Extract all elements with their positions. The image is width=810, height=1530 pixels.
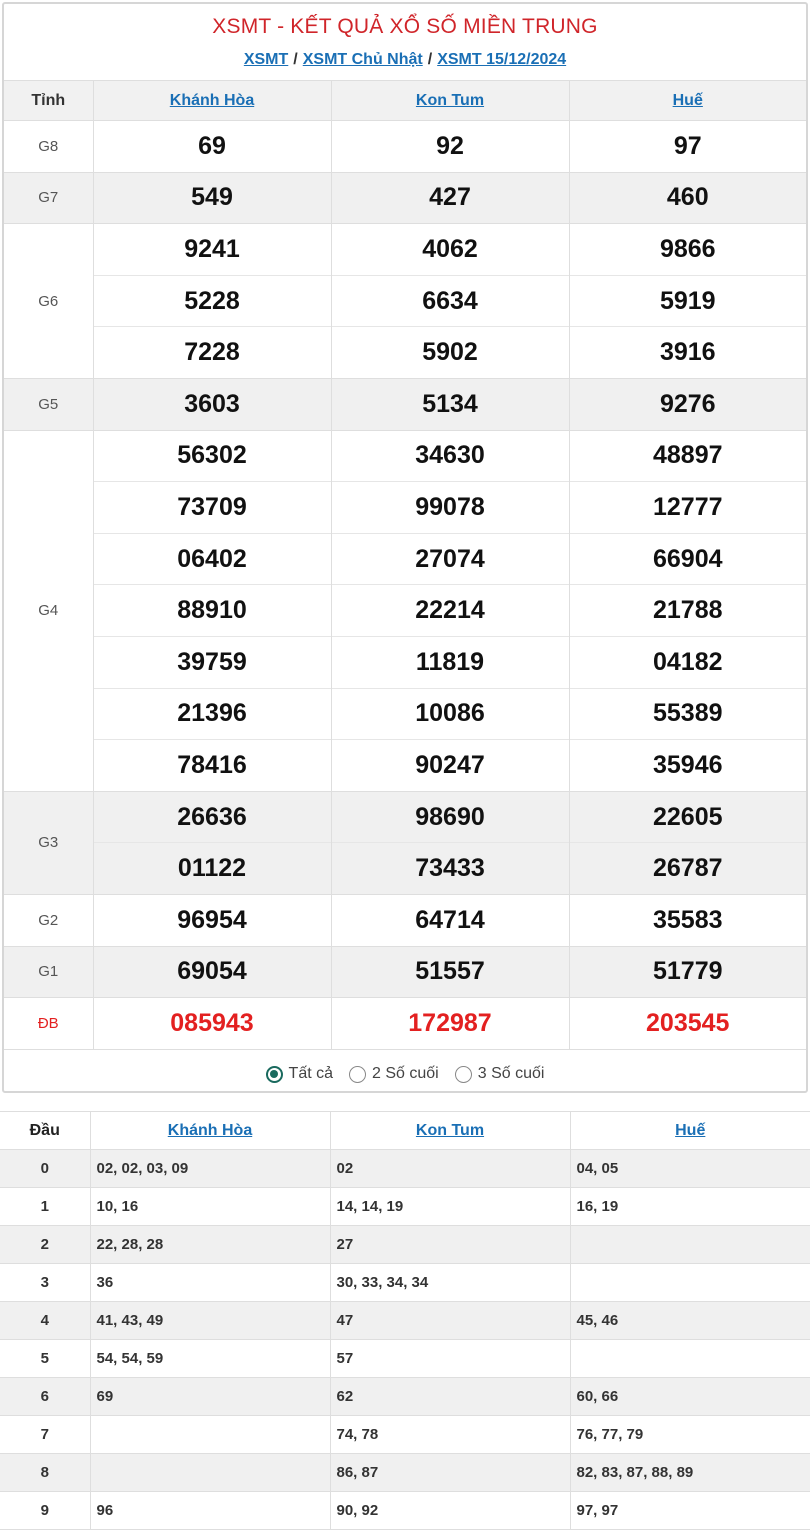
prize-number: 5902 — [331, 327, 569, 379]
prize-number: 9866 — [569, 224, 806, 276]
special-prize-number: 085943 — [93, 998, 331, 1050]
prize-row — [4, 275, 806, 327]
prize-number: 5228 — [93, 275, 331, 327]
prize-number: 21396 — [93, 688, 331, 740]
dau-numbers: 14, 14, 19 — [330, 1188, 570, 1226]
results-body — [4, 121, 806, 1050]
dau-row — [0, 1226, 810, 1264]
prize-row — [4, 172, 806, 224]
dau-numbers — [570, 1226, 810, 1264]
prize-row — [4, 998, 806, 1050]
prize-row — [4, 482, 806, 534]
prize-row — [4, 894, 806, 946]
prize-number: 9241 — [93, 224, 331, 276]
prize-number: 26636 — [93, 791, 331, 843]
dau-numbers: 97, 97 — [570, 1492, 810, 1530]
province-link[interactable]: Huế — [672, 91, 703, 109]
dau-row — [0, 1302, 810, 1340]
breadcrumb — [4, 48, 806, 80]
province-header — [331, 81, 569, 121]
prize-label: G6 — [4, 224, 93, 379]
dau-numbers: 36 — [90, 1264, 330, 1302]
prize-number: 64714 — [331, 894, 569, 946]
prize-number: 5919 — [569, 275, 806, 327]
dau-digit: 9 — [0, 1492, 90, 1530]
prize-number: 97 — [569, 121, 806, 173]
prize-row — [4, 791, 806, 843]
dau-numbers: 86, 87 — [330, 1454, 570, 1492]
prize-label: G4 — [4, 430, 93, 791]
prize-number: 12777 — [569, 482, 806, 534]
prize-label: G3 — [4, 791, 93, 894]
breadcrumb-link-xsmt[interactable]: XSMT — [243, 51, 289, 68]
dau-numbers: 22, 28, 28 — [90, 1226, 330, 1264]
filter-option-3-digits[interactable] — [455, 1065, 545, 1083]
results-table — [4, 80, 806, 1049]
radio-icon[interactable] — [349, 1066, 366, 1083]
prize-number: 04182 — [569, 636, 806, 688]
dau-numbers: 04, 05 — [570, 1150, 810, 1188]
dau-province-header — [570, 1112, 810, 1150]
prize-number: 48897 — [569, 430, 806, 482]
prize-number: 96954 — [93, 894, 331, 946]
dau-numbers: 82, 83, 87, 88, 89 — [570, 1454, 810, 1492]
dau-numbers: 16, 19 — [570, 1188, 810, 1226]
breadcrumb-separator: / — [427, 51, 433, 68]
prize-label: G7 — [4, 172, 93, 224]
prize-number: 90247 — [331, 740, 569, 792]
prize-row — [4, 224, 806, 276]
filter-option-label: 3 Số cuối — [477, 1065, 545, 1083]
dau-numbers: 02, 02, 03, 09 — [90, 1150, 330, 1188]
results-header-row — [4, 81, 806, 121]
province-link[interactable]: Kon Tum — [415, 91, 485, 109]
dau-row — [0, 1454, 810, 1492]
dau-row — [0, 1378, 810, 1416]
dau-numbers — [90, 1416, 330, 1454]
dau-row — [0, 1492, 810, 1530]
prize-row — [4, 430, 806, 482]
dau-numbers: 02 — [330, 1150, 570, 1188]
prize-number: 56302 — [93, 430, 331, 482]
prize-number: 27074 — [331, 533, 569, 585]
dau-numbers: 41, 43, 49 — [90, 1302, 330, 1340]
dau-numbers: 47 — [330, 1302, 570, 1340]
breadcrumb-separator: / — [293, 51, 298, 68]
prize-number: 98690 — [331, 791, 569, 843]
dau-numbers: 27 — [330, 1226, 570, 1264]
prize-number: 9276 — [569, 378, 806, 430]
special-prize-number: 203545 — [569, 998, 806, 1050]
dau-numbers: 57 — [330, 1340, 570, 1378]
dau-row — [0, 1340, 810, 1378]
dau-digit: 5 — [0, 1340, 90, 1378]
prize-row — [4, 740, 806, 792]
prize-number: 51779 — [569, 946, 806, 998]
prize-row — [4, 533, 806, 585]
prize-number: 3603 — [93, 378, 331, 430]
special-prize-number: 172987 — [331, 998, 569, 1050]
prize-number: 66904 — [569, 533, 806, 585]
prize-number: 39759 — [93, 636, 331, 688]
dau-numbers: 74, 78 — [330, 1416, 570, 1454]
prize-number: 88910 — [93, 585, 331, 637]
dau-table — [0, 1111, 810, 1530]
prize-number: 4062 — [331, 224, 569, 276]
province-header — [569, 81, 806, 121]
prize-row — [4, 636, 806, 688]
prize-row — [4, 946, 806, 998]
dau-numbers: 10, 16 — [90, 1188, 330, 1226]
province-link[interactable]: Kon Tum — [415, 1121, 485, 1139]
prize-number: 22605 — [569, 791, 806, 843]
prize-label: G8 — [4, 121, 93, 173]
prize-number: 11819 — [331, 636, 569, 688]
prize-number: 73433 — [331, 843, 569, 895]
dau-digit: 8 — [0, 1454, 90, 1492]
dau-numbers: 54, 54, 59 — [90, 1340, 330, 1378]
dau-body — [0, 1150, 810, 1530]
dau-numbers: 76, 77, 79 — [570, 1416, 810, 1454]
dau-row — [0, 1416, 810, 1454]
prize-number: 549 — [93, 172, 331, 224]
prize-label: G2 — [4, 894, 93, 946]
dau-numbers — [90, 1454, 330, 1492]
dau-numbers — [570, 1264, 810, 1302]
dau-numbers: 62 — [330, 1378, 570, 1416]
dau-numbers: 60, 66 — [570, 1378, 810, 1416]
dau-digit: 0 — [0, 1150, 90, 1188]
prize-number: 92 — [331, 121, 569, 173]
dau-digit: 1 — [0, 1188, 90, 1226]
prize-number: 99078 — [331, 482, 569, 534]
dau-numbers: 96 — [90, 1492, 330, 1530]
dau-digit: 7 — [0, 1416, 90, 1454]
province-link[interactable]: Khánh Hòa — [167, 1121, 253, 1139]
prize-number: 3916 — [569, 327, 806, 379]
prize-number: 460 — [569, 172, 806, 224]
dau-column-header: Đầu — [0, 1112, 90, 1150]
prize-label: G1 — [4, 946, 93, 998]
province-link[interactable]: Huế — [675, 1121, 706, 1139]
results-panel — [2, 2, 808, 1093]
province-link[interactable]: Khánh Hòa — [169, 91, 255, 109]
filter-option-label: Tất cả — [288, 1065, 334, 1083]
prize-number: 22214 — [331, 585, 569, 637]
prize-number: 69054 — [93, 946, 331, 998]
page-title: XSMT - KẾT QUẢ XỔ SỐ MIỀN TRUNG — [212, 15, 598, 38]
dau-numbers: 45, 46 — [570, 1302, 810, 1340]
prize-number: 5134 — [331, 378, 569, 430]
prize-number: 73709 — [93, 482, 331, 534]
dau-numbers — [570, 1340, 810, 1378]
digit-filter — [4, 1049, 806, 1098]
dau-digit: 3 — [0, 1264, 90, 1302]
prize-row — [4, 327, 806, 379]
dau-digit: 4 — [0, 1302, 90, 1340]
prize-number: 34630 — [331, 430, 569, 482]
radio-selected-icon[interactable] — [266, 1066, 283, 1083]
dau-row — [0, 1264, 810, 1302]
dau-numbers: 69 — [90, 1378, 330, 1416]
filter-option-all[interactable] — [266, 1065, 333, 1083]
prize-number: 51557 — [331, 946, 569, 998]
dau-province-header — [330, 1112, 570, 1150]
prize-number: 26787 — [569, 843, 806, 895]
prize-number: 21788 — [569, 585, 806, 637]
prize-number: 427 — [331, 172, 569, 224]
prize-number: 7228 — [93, 327, 331, 379]
prize-number: 10086 — [331, 688, 569, 740]
prize-number: 06402 — [93, 533, 331, 585]
prize-label: G5 — [4, 378, 93, 430]
radio-icon[interactable] — [455, 1066, 472, 1083]
prize-row — [4, 585, 806, 637]
dau-digit: 6 — [0, 1378, 90, 1416]
filter-option-label: 2 Số cuối — [372, 1065, 439, 1083]
breadcrumb-link-sunday[interactable]: XSMT Chủ Nhật — [302, 51, 423, 68]
prize-number: 6634 — [331, 275, 569, 327]
prize-number: 35946 — [569, 740, 806, 792]
dau-row — [0, 1188, 810, 1226]
prize-number: 78416 — [93, 740, 331, 792]
dau-digit: 2 — [0, 1226, 90, 1264]
province-header — [93, 81, 331, 121]
prize-row — [4, 843, 806, 895]
prize-number: 01122 — [93, 843, 331, 895]
prize-row — [4, 688, 806, 740]
prize-column-header: Tỉnh — [4, 81, 93, 121]
prize-row — [4, 121, 806, 173]
dau-province-header — [90, 1112, 330, 1150]
filter-option-2-digits[interactable] — [349, 1065, 439, 1083]
prize-number: 69 — [93, 121, 331, 173]
dau-numbers: 30, 33, 34, 34 — [330, 1264, 570, 1302]
prize-number: 55389 — [569, 688, 806, 740]
dau-numbers: 90, 92 — [330, 1492, 570, 1530]
prize-row — [4, 378, 806, 430]
dau-header-row — [0, 1112, 810, 1150]
prize-number: 35583 — [569, 894, 806, 946]
breadcrumb-link-date[interactable]: XSMT 15/12/2024 — [437, 51, 567, 68]
prize-label: ĐB — [4, 998, 93, 1050]
dau-row — [0, 1150, 810, 1188]
